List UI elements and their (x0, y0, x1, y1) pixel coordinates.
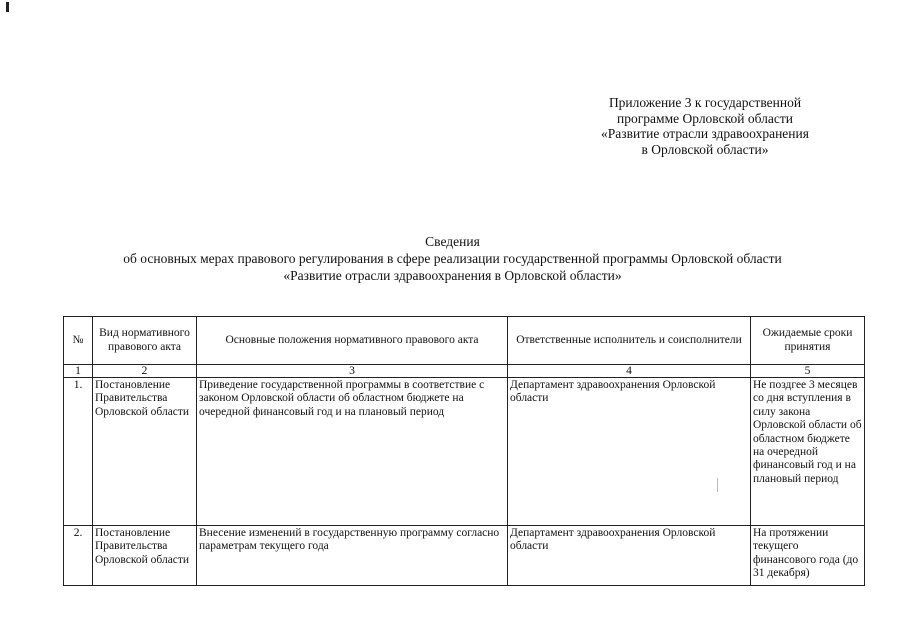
table-header-row (64, 317, 865, 365)
row-provisions: Приведение государственной программы в соответствие с законом Орловской области об областном бюджете на очередной финансовый год и на плановый период (197, 378, 508, 526)
row-number: 1. (64, 378, 93, 526)
appendix-note (560, 95, 850, 157)
header-act-type: Вид нормативного правового акта (93, 317, 197, 365)
title-line: Сведения (425, 234, 480, 249)
header-provisions: Основные положения нормативного правового акта (197, 317, 508, 365)
appendix-line: Приложение 3 к государственной (608, 95, 802, 110)
header-executor: Ответственные исполнитель и соисполнители (508, 317, 751, 365)
appendix-line: программе Орловской области (617, 110, 793, 126)
column-number: 2 (93, 365, 197, 378)
scan-edge-mark (6, 2, 9, 12)
header-number: № (64, 317, 93, 365)
row-deadline: Не поздгее 3 месяцев со дня вступления в силу закона Орловской области об областном бюджете на очередной финансовый год и на плановый период (751, 378, 865, 526)
column-number: 3 (197, 365, 508, 378)
measures-table (63, 316, 865, 586)
row-deadline: На протяжении текущего финансового года (до 31 декабря) (751, 526, 865, 586)
column-number: 1 (64, 365, 93, 378)
header-deadline: Ожидаемые сроки принятия (751, 317, 865, 365)
row-act-type: Постановление Правительства Орловской области (93, 526, 197, 586)
appendix-line: в Орловской области» (641, 141, 769, 157)
document-title (40, 233, 865, 284)
row-executor: Департамент здравоохранения Орловской области (508, 378, 751, 526)
row-executor: Департамент здравоохранения Орловской области (508, 526, 751, 586)
appendix-line: «Развитие отрасли здравоохранения (601, 126, 809, 141)
title-line: «Развитие отрасли здравоохранения в Орловской области» (283, 268, 622, 283)
table-row (64, 526, 865, 586)
row-provisions: Внесение изменений в государственную программу согласно параметрам текущего года (197, 526, 508, 586)
column-number: 5 (751, 365, 865, 378)
column-number-row (64, 365, 865, 378)
column-number: 4 (508, 365, 751, 378)
row-act-type: Постановление Правительства Орловской области (93, 378, 197, 526)
row-number: 2. (64, 526, 93, 586)
table-row (64, 378, 865, 526)
title-line: об основных мерах правового регулирования в сфере реализации государственной программы Орловской области (123, 251, 782, 266)
scan-artifact (717, 478, 718, 492)
